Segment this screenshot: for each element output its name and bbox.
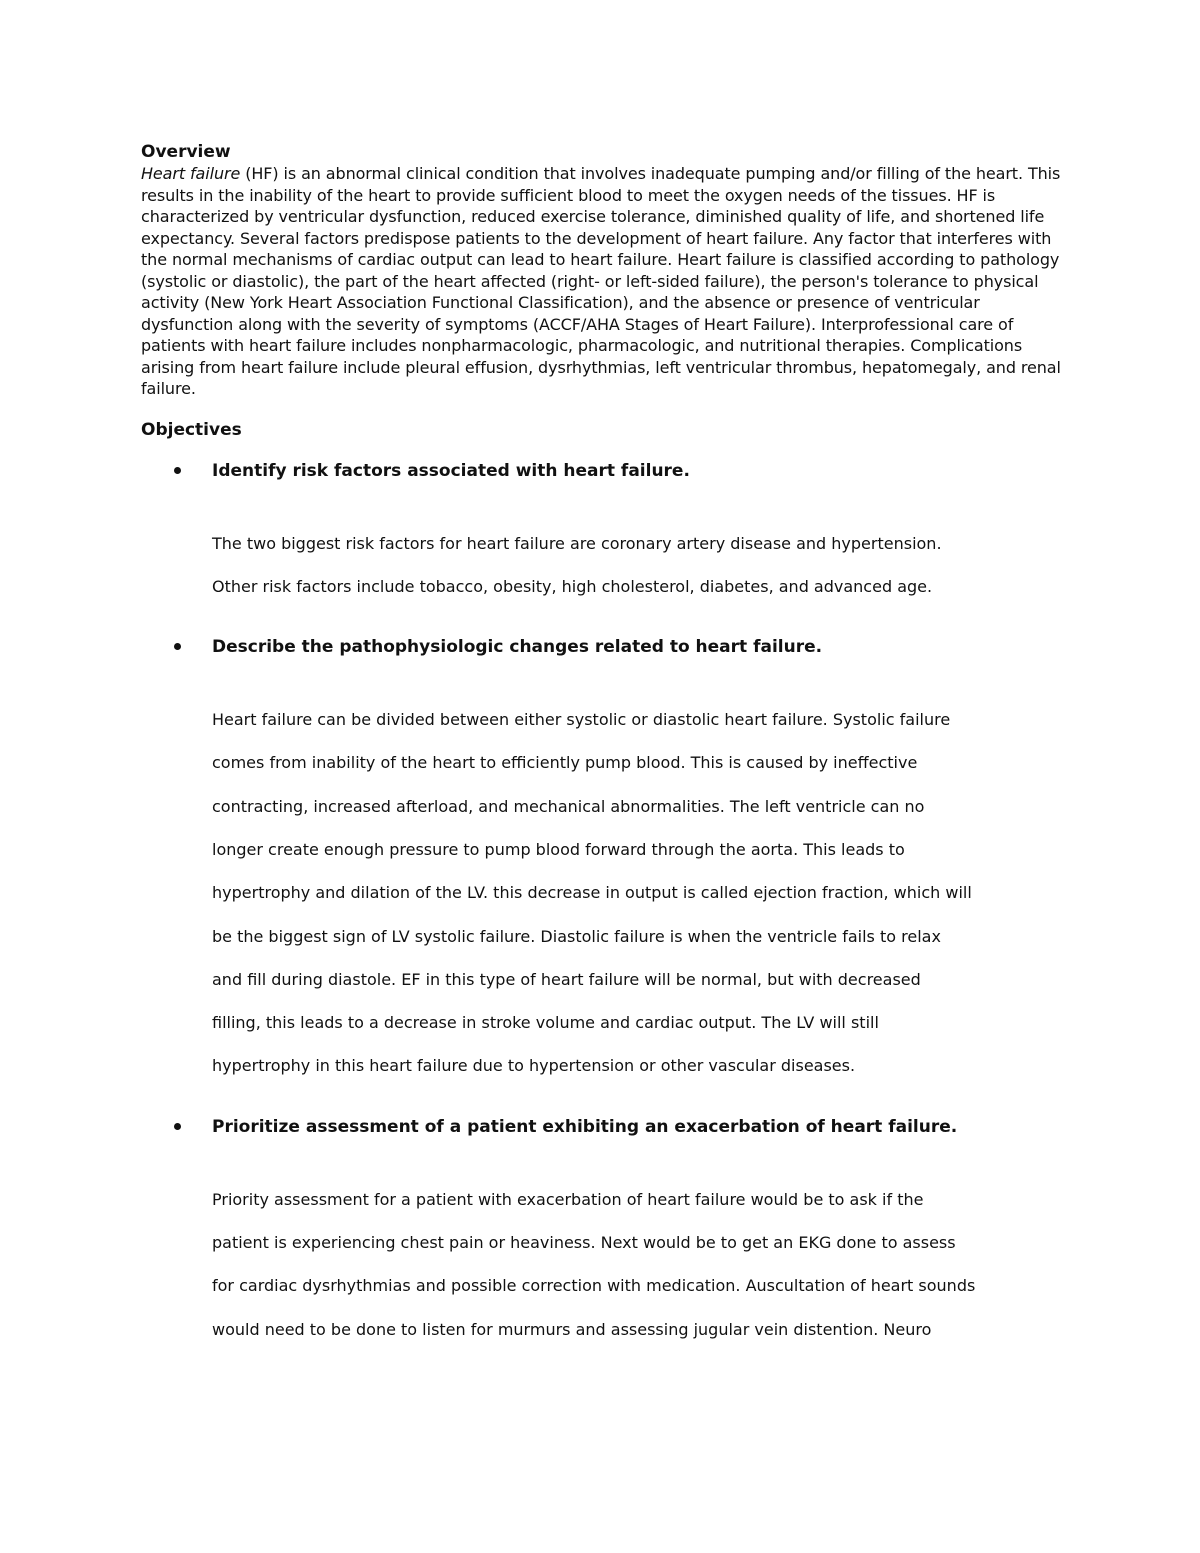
answer-line: contracting, increased afterload, and mechanical abnormalities. The left ventricle can no <box>212 796 925 816</box>
answer-line: for cardiac dysrhythmias and possible correction with medication. Auscultation of heart sounds <box>212 1276 976 1296</box>
answer-line: filling, this leads to a decrease in stroke volume and cardiac output. The LV will still <box>212 1013 879 1033</box>
objective-item <box>141 458 1066 609</box>
objective-answer <box>212 660 1066 1088</box>
objective-title: Describe the pathophysiologic changes related to heart failure. <box>212 637 823 658</box>
answer-line: Heart failure can be divided between either systolic or diastolic heart failure. Systolic failure <box>212 710 951 730</box>
answer-line: be the biggest sign of LV systolic failure. Diastolic failure is when the ventricle fails to relax <box>212 926 941 946</box>
objective-title: Identify risk factors associated with heart failure. <box>212 460 690 481</box>
overview-lead-term: Heart failure <box>141 164 241 183</box>
answer-line: Priority assessment for a patient with exacerbation of heart failure would be to ask if the <box>212 1189 924 1209</box>
objective-item <box>141 1114 1066 1351</box>
answer-line: would need to be done to listen for murmurs and assessing jugular vein distention. Neuro <box>212 1319 932 1339</box>
answer-line: longer create enough pressure to pump blood forward through the aorta. This leads to <box>212 839 905 859</box>
objective-answer <box>212 484 1066 609</box>
answer-line: patient is experiencing chest pain or heaviness. Next would be to get an EKG done to assess <box>212 1233 956 1253</box>
bullet-icon <box>174 467 181 474</box>
answer-line: The two biggest risk factors for heart failure are coronary artery disease and hypertension. <box>212 533 942 553</box>
answer-line: hypertrophy in this heart failure due to hypertension or other vascular diseases. <box>212 1056 856 1076</box>
answer-line: comes from inability of the heart to efficiently pump blood. This is caused by ineffective <box>212 753 918 773</box>
answer-line: Other risk factors include tobacco, obesity, high cholesterol, diabetes, and advanced age. <box>212 576 933 596</box>
objective-answer <box>212 1140 1066 1351</box>
answer-line: and fill during diastole. EF in this type of heart failure will be normal, but with decreased <box>212 969 921 989</box>
objective-item <box>141 634 1066 1088</box>
overview-text: (HF) is an abnormal clinical condition that involves inadequate pumping and/or filling of the heart. This results in the inability of the heart to provide sufficient blood to meet the oxygen needs of the tissues. HF is characterized by ventricular dysfunction, reduced exercise tolerance, diminished quality of life, and shortened life expectancy. Several factors predispose patients to the development of heart failure. Any factor that interferes with the normal mechanisms of cardiac output can lead to heart failure. Heart failure is classified according to pathology (systolic or diastolic), the part of the heart affected (right- or left-sided failure), the person's tolerance to physical activity (New York Heart Association Functional Classification), and the absence or presence of ventricular dysfunction along with the severity of symptoms (ACCF/AHA Stages of Heart Failure). Interprofessional care of patients with heart failure includes nonpharmacologic, pharmacologic, and nutritional therapies. Complications arising from heart failure include pleural effusion, dysrhythmias, left ventricular thrombus, hepatomegaly, and renal failure. <box>141 164 1061 398</box>
overview-heading: Overview <box>141 142 231 162</box>
bullet-icon <box>174 643 181 650</box>
document-page <box>141 142 1066 1351</box>
objectives-heading: Objectives <box>141 419 242 440</box>
objectives-list <box>141 458 1066 1351</box>
overview-paragraph <box>141 163 1066 400</box>
bullet-icon <box>174 1123 181 1130</box>
answer-line: hypertrophy and dilation of the LV. this decrease in output is called ejection fraction, which will <box>212 883 972 903</box>
objective-title: Prioritize assessment of a patient exhibiting an exacerbation of heart failure. <box>212 1116 958 1137</box>
